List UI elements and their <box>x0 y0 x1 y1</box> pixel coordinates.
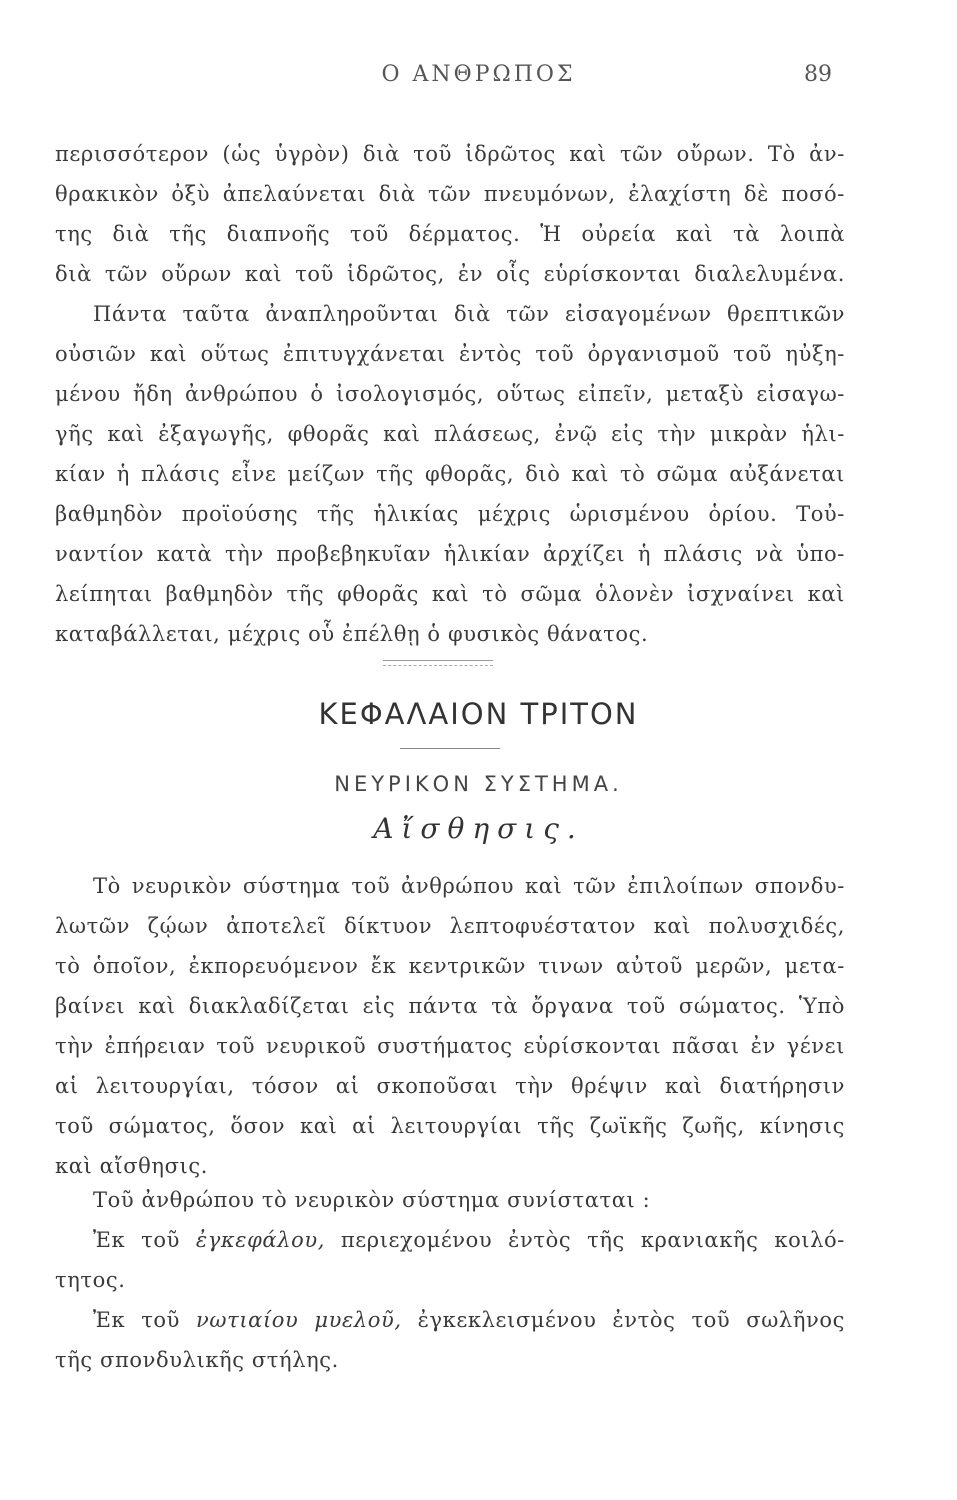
emphasis-term: νωτιαίου μυελοῦ, <box>196 1308 402 1332</box>
text-line: ναντίον κατὰ τὴν προβεβηκυῖαν ἡλικίαν ἀρχίζει ἡ πλάσις νὰ ὑπο- <box>55 542 845 566</box>
page-number: 89 <box>804 62 832 87</box>
text-line: περισσότερον (ὡς ὑγρὸν) διὰ τοῦ ἱδρῶτος καὶ τῶν οὔρων. Τὸ ἀν- <box>55 142 845 166</box>
text-line: αἱ λειτουργίαι, τόσον αἱ σκοποῦσαι τὴν θρέψιν καὶ διατήρησιν <box>55 1074 845 1098</box>
text-line: γῆς καὶ ἐξαγωγῆς, φθορᾶς καὶ πλάσεως, ἐνῷ εἰς τὴν μικρὰν ἡλι- <box>55 422 845 446</box>
ornament-divider <box>383 660 493 666</box>
text-line: κίαν ἡ πλάσις εἶνε μείζων τῆς φθορᾶς, διὸ καὶ τὸ σῶμα αὐξάνεται <box>55 462 845 486</box>
text-line: τοῦ σώματος, ὅσον καὶ αἱ λειτουργίαι τῆς ζωϊκῆς ζωῆς, κίνησις <box>55 1114 845 1138</box>
text-span: περιεχομένου ἐντὸς τῆς κρανιακῆς κοιλό- <box>340 1228 845 1252</box>
text-line: τὸ ὁποῖον, ἐκπορευόμενον ἔκ κεντρικῶν τινων αὐτοῦ μερῶν, μετα- <box>55 954 845 978</box>
text-line: λείπηται βαθμηδὸν τῆς φθορᾶς καὶ τὸ σῶμα ὁλονὲν ἰσχναίνει καὶ <box>55 582 845 606</box>
emphasis-term: ἐγκεφάλου, <box>195 1228 325 1252</box>
text-line: βαίνει καὶ διακλαδίζεται εἰς πάντα τὰ ὄργανα τοῦ σώματος. Ὑπὸ <box>55 994 845 1018</box>
text-line: Πάντα ταῦτα ἀναπληροῦνται διὰ τῶν εἰσαγομένων θρεπτικῶν <box>93 302 845 326</box>
running-title: Ο ΑΝΘΡΩΠΟΣ <box>381 62 576 87</box>
rule-divider <box>400 748 500 749</box>
text-line <box>93 1226 845 1254</box>
text-line <box>93 1306 845 1334</box>
text-line: μένου ἤδη ἀνθρώπου ὁ ἰσολογισμός, οὕτως εἰπεῖν, μεταξὺ εἰσαγω- <box>55 382 845 406</box>
text-span: Ἐκ τοῦ <box>93 1228 180 1252</box>
text-span: ἐγκεκλεισμένου ἐντὸς τοῦ σωλῆνος <box>417 1308 845 1332</box>
text-line: βαθμηδὸν προϊούσης τῆς ἡλικίας μέχρις ὡρισμένου ὁρίου. Τοὐ- <box>55 502 845 526</box>
text-line: θρακικὸν ὀξὺ ἀπελαύνεται διὰ τῶν πνευμόνων, ἐλαχίστη δὲ ποσό- <box>55 182 845 206</box>
text-line: τητος. <box>55 1268 126 1292</box>
text-line: τῆς σπονδυλικῆς στήλης. <box>55 1348 339 1372</box>
text-line: Τοῦ ἀνθρώπου τὸ νευρικὸν σύστημα συνίσταται : <box>93 1188 651 1212</box>
section-title: ΝΕΥΡΙΚΟΝ ΣΥΣΤΗΜΑ. <box>334 772 623 796</box>
text-line: τὴν ἐπήρειαν τοῦ νευρικοῦ συστήματος εὑρίσκονται πᾶσαι ἐν γένει <box>55 1034 845 1058</box>
text-line: λωτῶν ζῴων ἀποτελεῖ δίκτυον λεπτοφυέστατον καὶ πολυσχιδές, <box>55 914 845 938</box>
text-line: καὶ αἴσθησις. <box>55 1154 208 1178</box>
text-line: Τὸ νευρικὸν σύστημα τοῦ ἀνθρώπου καὶ τῶν ἐπιλοίπων σπονδυ- <box>93 874 845 898</box>
text-line: καταβάλλεται, μέχρις οὗ ἐπέλθῃ ὁ φυσικὸς θάνατος. <box>55 622 649 646</box>
text-line: οὐσιῶν καὶ οὕτως ἐπιτυγχάνεται ἐντὸς τοῦ ὀργανισμοῦ τοῦ ηὐξη- <box>55 342 845 366</box>
subsection-title: Αἴσθησις. <box>373 812 584 845</box>
text-span: Ἐκ τοῦ <box>93 1308 181 1332</box>
text-line: της διὰ τῆς διαπνοῆς τοῦ δέρματος. Ἡ οὐρεία καὶ τὰ λοιπὰ <box>55 222 845 246</box>
text-line: διὰ τῶν οὔρων καὶ τοῦ ἱδρῶτος, ἐν οἷς εὑρίσκονται διαλελυμένα. <box>55 262 845 286</box>
chapter-title: ΚΕΦΑΛΑΙΟΝ ΤΡΙΤΟΝ <box>318 697 639 731</box>
